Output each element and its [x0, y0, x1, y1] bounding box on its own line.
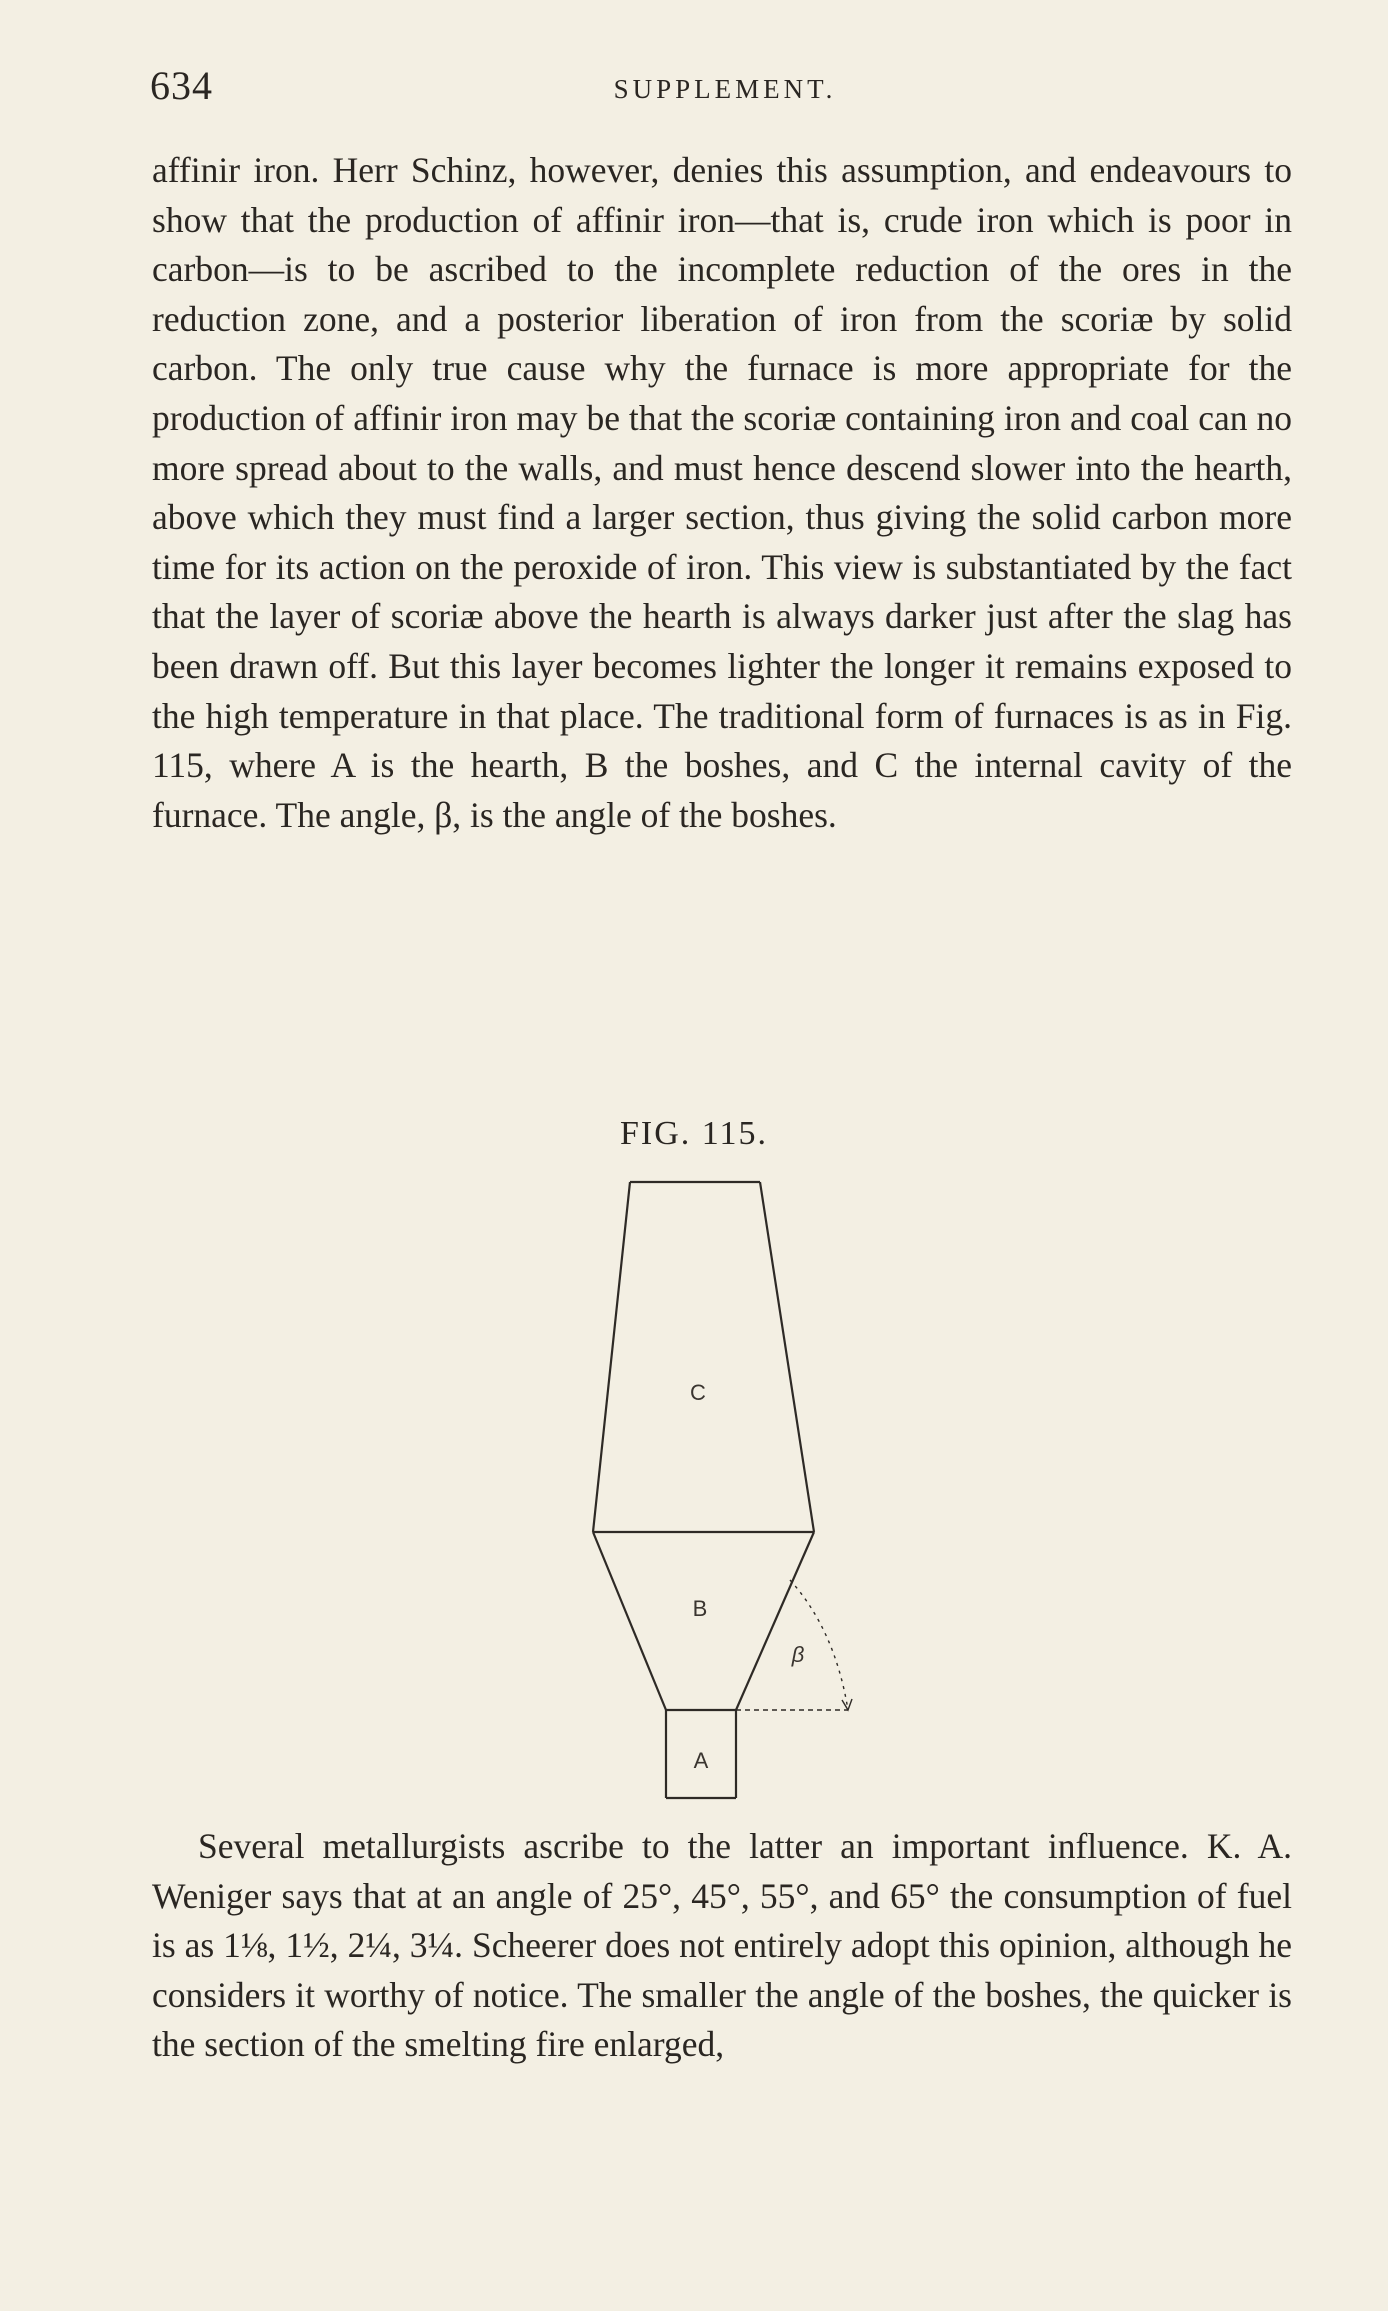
- furnace-diagram: [560, 1170, 880, 1810]
- bosh-left-wall: [593, 1532, 666, 1710]
- cavity-left-wall: [593, 1182, 630, 1532]
- furnace-diagram-svg: [560, 1170, 880, 1810]
- paragraph-2-text: Several metallurgists ascribe to the latter an important influence. K. A. Weniger says that at an angle of 25°, 45°, 55°, and 65° the consumption of fuel is as 1⅛, 1½, 2¼, 3¼. Scheerer does not entirely adopt this opinion, although he considers it worthy of notice. The smaller the angle of the boshes, the quicker is the section of the smelting fire enlarged,: [152, 1826, 1292, 2065]
- label-a: A: [693, 1748, 709, 1773]
- paragraph-1: [152, 146, 1292, 840]
- page-number: 634: [150, 63, 213, 108]
- label-c: C: [690, 1380, 706, 1405]
- figure-caption: FIG. 115.: [619, 1115, 769, 1152]
- label-b: B: [692, 1596, 708, 1621]
- paragraph-1-text: affinir iron. Herr Schinz, however, denies this assumption, and endeavours to show that the production of affinir iron—that is, crude iron which is poor in carbon—is to be ascribed to the incomplete reduction of the ores in the reduction zone, and a posterior liberation of iron from the scoriæ by solid carbon. The only true cause why the furnace is more appropriate for the production of affinir iron may be that the scoriæ containing iron and coal can no more spread about to the walls, and must hence descend slower into the hearth, above which they must find a larger section, thus giving the solid carbon more time for its action on the peroxide of iron. This view is substantiated by the fact that the layer of scoriæ above the hearth is always darker just after the slag has been drawn off. But this layer becomes lighter the longer it remains exposed to the high temperature in that place. The traditional form of furnaces is as in Fig. 115, where A is the hearth, B the boshes, and C the internal cavity of the furnace. The angle, β, is the angle of the boshes.: [152, 150, 1292, 835]
- running-head: SUPPLEMENT.: [613, 74, 837, 104]
- page-header: [150, 62, 1300, 122]
- bosh-right-wall: [736, 1532, 814, 1710]
- paragraph-2: [152, 1822, 1292, 2070]
- label-beta: β: [791, 1642, 805, 1667]
- cavity-right-wall: [760, 1182, 814, 1532]
